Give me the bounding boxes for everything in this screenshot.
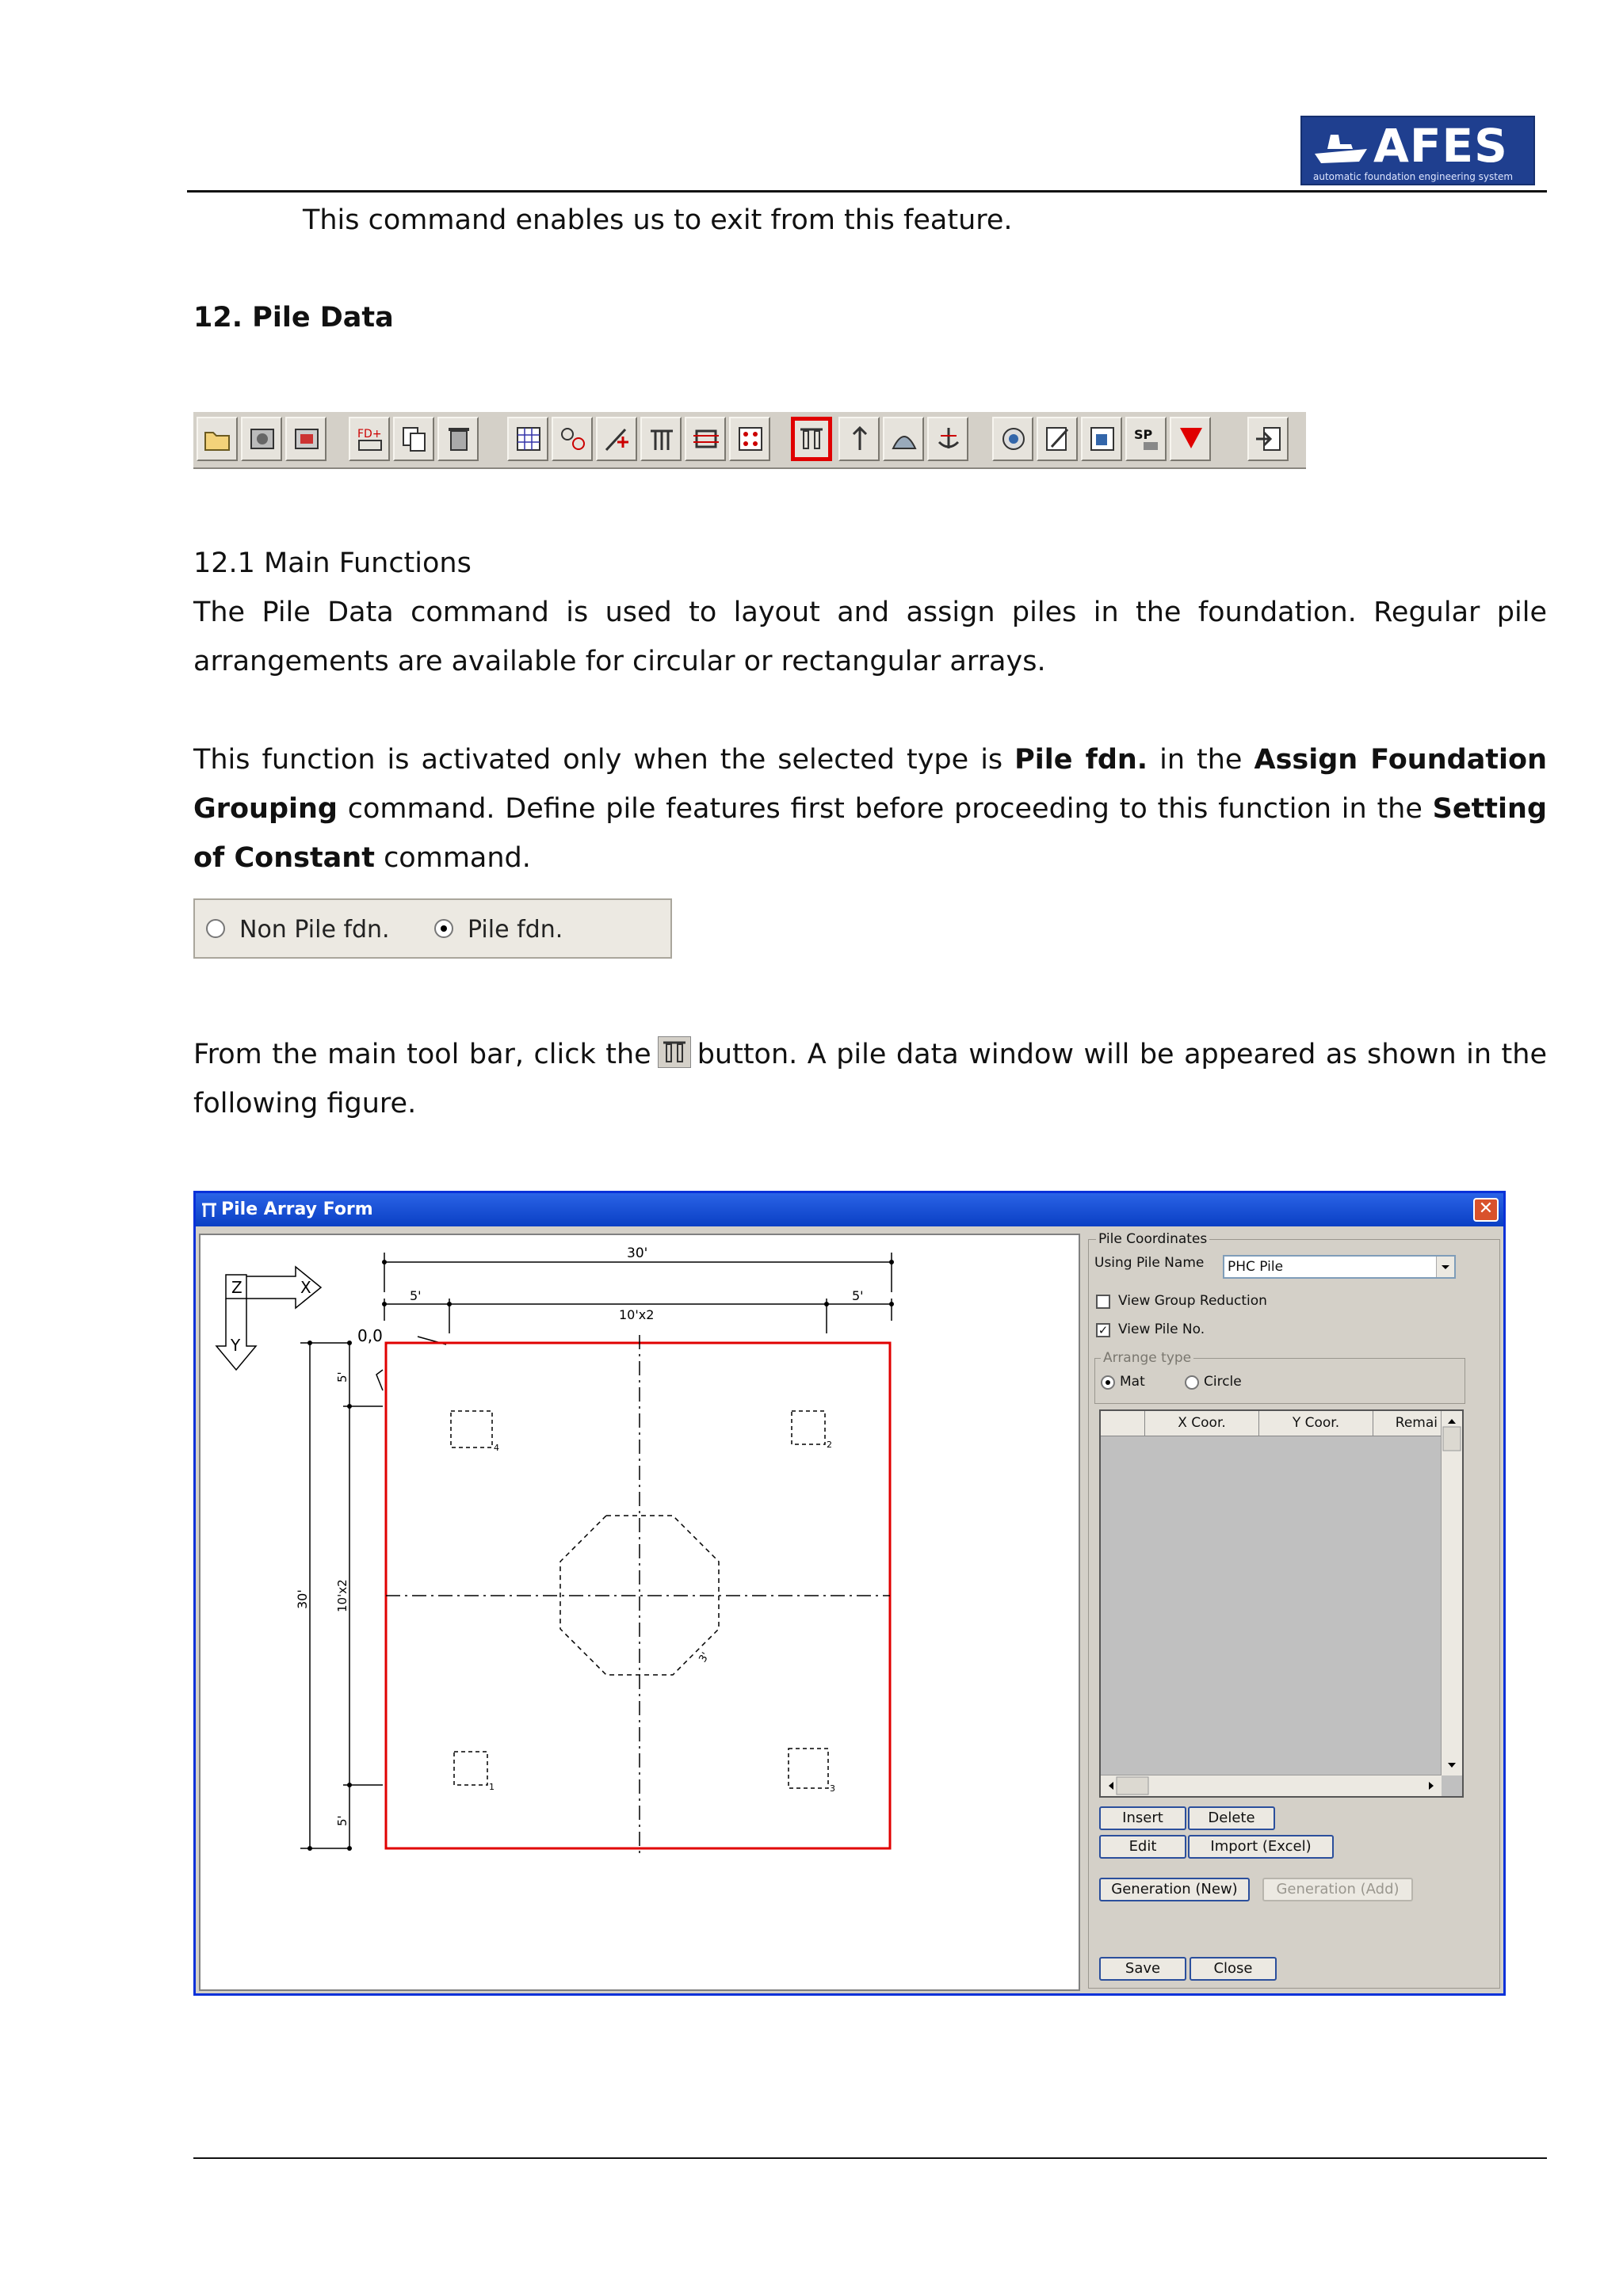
pile-array-window <box>193 1191 1506 1996</box>
ship-logo-icon <box>1312 125 1370 166</box>
main-toolbar <box>193 412 1306 469</box>
column-icon[interactable] <box>640 417 682 461</box>
view-pile-no-label: View Pile No. <box>1118 1322 1205 1337</box>
dim-left-total: 30' <box>295 1589 310 1609</box>
afes-logo <box>1300 116 1535 185</box>
settings-icon[interactable] <box>241 417 282 461</box>
close-button[interactable]: Close <box>1190 1957 1277 1981</box>
row-header-column <box>1101 1411 1145 1436</box>
pile-label: Pile fdn. <box>468 916 563 944</box>
pile-data-inline-icon <box>658 1036 691 1068</box>
view-pile-no-checkbox[interactable]: ✓ <box>1096 1323 1110 1337</box>
dim-top-mid: 10'x2 <box>619 1307 655 1322</box>
pile-name-select[interactable] <box>1223 1255 1456 1279</box>
arrange-mat-radio[interactable] <box>1101 1375 1115 1390</box>
logo-title: AFES <box>1373 119 1508 173</box>
insert-button[interactable]: Insert <box>1099 1806 1186 1830</box>
window-close-button[interactable]: ✕ <box>1473 1198 1499 1222</box>
non-pile-radio[interactable] <box>206 919 225 938</box>
view-group-reduction-label: View Group Reduction <box>1118 1293 1267 1309</box>
sp-3d-icon[interactable] <box>1125 417 1167 461</box>
pile-4-number: 4 <box>494 1443 499 1453</box>
pile-1 <box>454 1752 487 1785</box>
axis-z-label: Z <box>231 1278 242 1297</box>
anchor-icon[interactable] <box>927 417 968 461</box>
arrange-circle-label: Circle <box>1204 1374 1242 1390</box>
target-icon[interactable] <box>992 417 1033 461</box>
pile-window-icon <box>200 1201 218 1219</box>
non-pile-label: Non Pile fdn. <box>239 916 390 944</box>
foundation-type-radio-group <box>193 898 672 959</box>
arrange-circle-radio[interactable] <box>1185 1375 1199 1390</box>
delete-button[interactable]: Delete <box>1188 1806 1275 1830</box>
edit-button[interactable]: Edit <box>1099 1835 1186 1859</box>
axis-y-label: Y <box>231 1336 241 1355</box>
dim-left-bottom: 5' <box>335 1815 349 1826</box>
column-x-coor[interactable]: X Coor. <box>1145 1411 1259 1436</box>
arrange-type-label: Arrange type <box>1101 1350 1193 1366</box>
load-icon[interactable] <box>838 417 880 461</box>
dim-left-top: 5' <box>335 1371 349 1383</box>
import-excel-button[interactable]: Import (Excel) <box>1188 1835 1334 1859</box>
open-folder-icon[interactable] <box>197 417 238 461</box>
copy-icon[interactable] <box>393 417 434 461</box>
pile-coordinates-panel <box>1086 1231 1503 1993</box>
dim-top-right: 5' <box>852 1288 864 1303</box>
arrange-mat-label: Mat <box>1120 1374 1145 1390</box>
dim-top-left: 5' <box>410 1288 422 1303</box>
center-pile-label: 3' <box>697 1650 712 1665</box>
sp-label: SP <box>1134 427 1153 442</box>
pile-1-number: 1 <box>489 1782 495 1792</box>
fdn-add-icon[interactable] <box>349 417 390 461</box>
exit-icon[interactable] <box>1247 417 1289 461</box>
dim-left-mid: 10'x2 <box>335 1579 349 1612</box>
save-button[interactable]: Save <box>1099 1957 1186 1981</box>
intro-line: This command enables us to exit from this feature. <box>303 204 1013 236</box>
paragraph-3: From the main tool bar, click the button. A pile data window will be appeared as shown in the following figure. <box>193 1030 1547 1128</box>
pile-layout-drawing <box>200 1235 1079 1989</box>
origin-marker-2 <box>376 1370 383 1390</box>
grid-icon[interactable] <box>507 417 548 461</box>
chevron-down-icon[interactable] <box>1436 1257 1454 1277</box>
header-rule <box>187 190 1547 193</box>
axis-x-label: X <box>300 1278 311 1297</box>
window-title: Pile Array Form <box>221 1199 373 1219</box>
window-titlebar <box>196 1193 1503 1226</box>
dim-top-total: 30' <box>627 1245 648 1261</box>
pile-4 <box>451 1411 492 1447</box>
zoom-window-icon[interactable] <box>1081 417 1122 461</box>
pile-3 <box>789 1749 828 1788</box>
using-pile-name-label: Using Pile Name <box>1094 1255 1205 1271</box>
view-group-reduction-checkbox[interactable] <box>1096 1295 1110 1309</box>
pile-2-number: 2 <box>827 1440 832 1450</box>
pile-3-number: 3 <box>830 1783 835 1794</box>
pile-radio[interactable] <box>434 919 453 938</box>
pile-layout-canvas[interactable] <box>199 1234 1080 1991</box>
link-icon[interactable] <box>552 417 593 461</box>
dome-icon[interactable] <box>883 417 924 461</box>
logo-subtitle: automatic foundation engineering system <box>1313 171 1514 182</box>
pile-data-icon[interactable] <box>791 417 832 461</box>
paragraph-2: This function is activated only when the selected type is Pile fdn. in the Assign Foundation Grouping command. Define pile features first before proceeding to this function in the Setting of Constant command. <box>193 744 1548 874</box>
sub-heading: 12.1 Main Functions <box>193 547 472 579</box>
column-y-coor[interactable]: Y Coor. <box>1259 1411 1373 1436</box>
footer-rule <box>193 2157 1547 2159</box>
down-3d-icon[interactable] <box>1170 417 1211 461</box>
horizontal-scrollbar[interactable] <box>1101 1775 1442 1796</box>
paragraph-1: The Pile Data command is used to layout and assign piles in the foundation. Regular pile arrangements are available for circular or rectangular arrays. <box>193 597 1547 677</box>
generation-new-button[interactable]: Generation (New) <box>1099 1878 1250 1901</box>
pile-2 <box>792 1411 825 1444</box>
column-remark[interactable]: Remai <box>1373 1411 1442 1436</box>
edit-icon[interactable] <box>1037 417 1078 461</box>
database-icon[interactable] <box>285 417 327 461</box>
pile-name-value: PHC Pile <box>1228 1259 1284 1275</box>
section-heading: 12. Pile Data <box>193 302 394 334</box>
top-dim-ticks <box>382 1260 894 1306</box>
frame-icon[interactable] <box>685 417 726 461</box>
pile-coordinates-label: Pile Coordinates <box>1096 1231 1209 1247</box>
origin-label: 0,0 <box>357 1326 383 1345</box>
delete-icon[interactable] <box>437 417 479 461</box>
draw-icon[interactable] <box>596 417 637 461</box>
svg-text:FD+: FD+ <box>357 428 382 441</box>
pile-coordinate-table[interactable] <box>1099 1409 1464 1798</box>
generation-add-button[interactable]: Generation (Add) <box>1262 1878 1413 1901</box>
array-icon[interactable] <box>729 417 770 461</box>
vertical-scrollbar[interactable] <box>1441 1411 1462 1775</box>
